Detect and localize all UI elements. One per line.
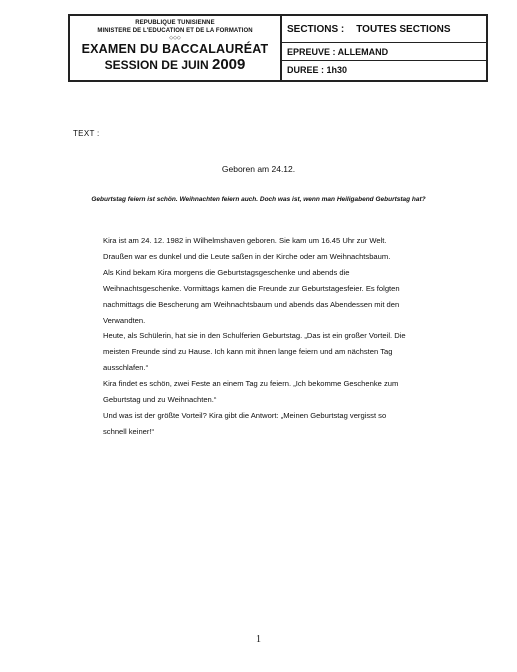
text-body: [103, 233, 443, 440]
body-line: Weihnachtsgeschenke. Vormittags kamen die Freunde zur Geburtstagesfeier. Es folgten: [103, 283, 400, 293]
body-line: ausschlafen.“: [103, 363, 149, 373]
session-year: 2009: [212, 56, 246, 73]
session-line: [70, 57, 280, 73]
sections-row: [282, 16, 486, 43]
body-line: Geburtstag und zu Weihnachten.“: [103, 395, 217, 405]
body-line: nachmittags die Bescherung am Weihnachtsbaum und abends das Abendessen mit den: [103, 299, 400, 309]
header-institution: [70, 16, 282, 80]
body-line: schnell keiner!“: [103, 426, 155, 436]
ministry-label: MINISTERE DE L'EDUCATION ET DE LA FORMATION: [97, 28, 253, 34]
body-line: Heute, als Schülerin, hat sie in den Schulferien Geburtstag. „Das ist ein großer Vorteil. Die: [103, 331, 406, 341]
duree-row: DUREE : 1h30: [287, 65, 348, 75]
body-line: meisten Freunde sind zu Hause. Ich kann mit ihnen lange feiern und am nächsten Tag: [103, 347, 393, 357]
session-label: SESSION DE JUIN: [104, 58, 209, 72]
body-line: Kira findet es schön, zwei Feste an einem Tag zu feiern. „Ich bekomme Geschenke zum: [103, 379, 399, 389]
page-number: 1: [256, 634, 261, 645]
epreuve-row: EPREUVE : ALLEMAND: [282, 43, 486, 61]
body-line: Verwandten.: [103, 315, 146, 325]
sections-value: TOUTES SECTIONS: [356, 23, 451, 35]
body-line: Als Kind bekam Kira morgens die Geburtstagsgeschenke und abends die: [103, 267, 350, 277]
header-details: [282, 16, 486, 80]
body-line: Und was ist der größte Vorteil? Kira gibt die Antwort: „Meinen Geburtstag vergisst so: [103, 410, 387, 420]
body-line: Draußen war es dunkel und die Leute saßen in der Kirche oder am Weihnachtsbaum.: [103, 251, 391, 261]
exam-title: EXAMEN DU BACCALAURÉAT: [81, 42, 269, 56]
diamond-ornament: ◇◇◇: [169, 35, 181, 41]
text-title: Geboren am 24.12.: [221, 164, 296, 174]
text-label: TEXT :: [73, 129, 100, 138]
text-intro: Geburtstag feiern ist schön. Weihnachten feiern auch. Doch was ist, wenn man Heiligabend Geburtstag hat?: [91, 196, 426, 203]
sections-label: SECTIONS :: [287, 23, 345, 35]
body-line: Kira ist am 24. 12. 1982 in Wilhelmshaven geboren. Sie kam um 16.45 Uhr zur Welt.: [103, 236, 387, 245]
exam-header: [68, 14, 488, 82]
republic-label: REPUBLIQUE TUNISIENNE: [135, 20, 215, 26]
